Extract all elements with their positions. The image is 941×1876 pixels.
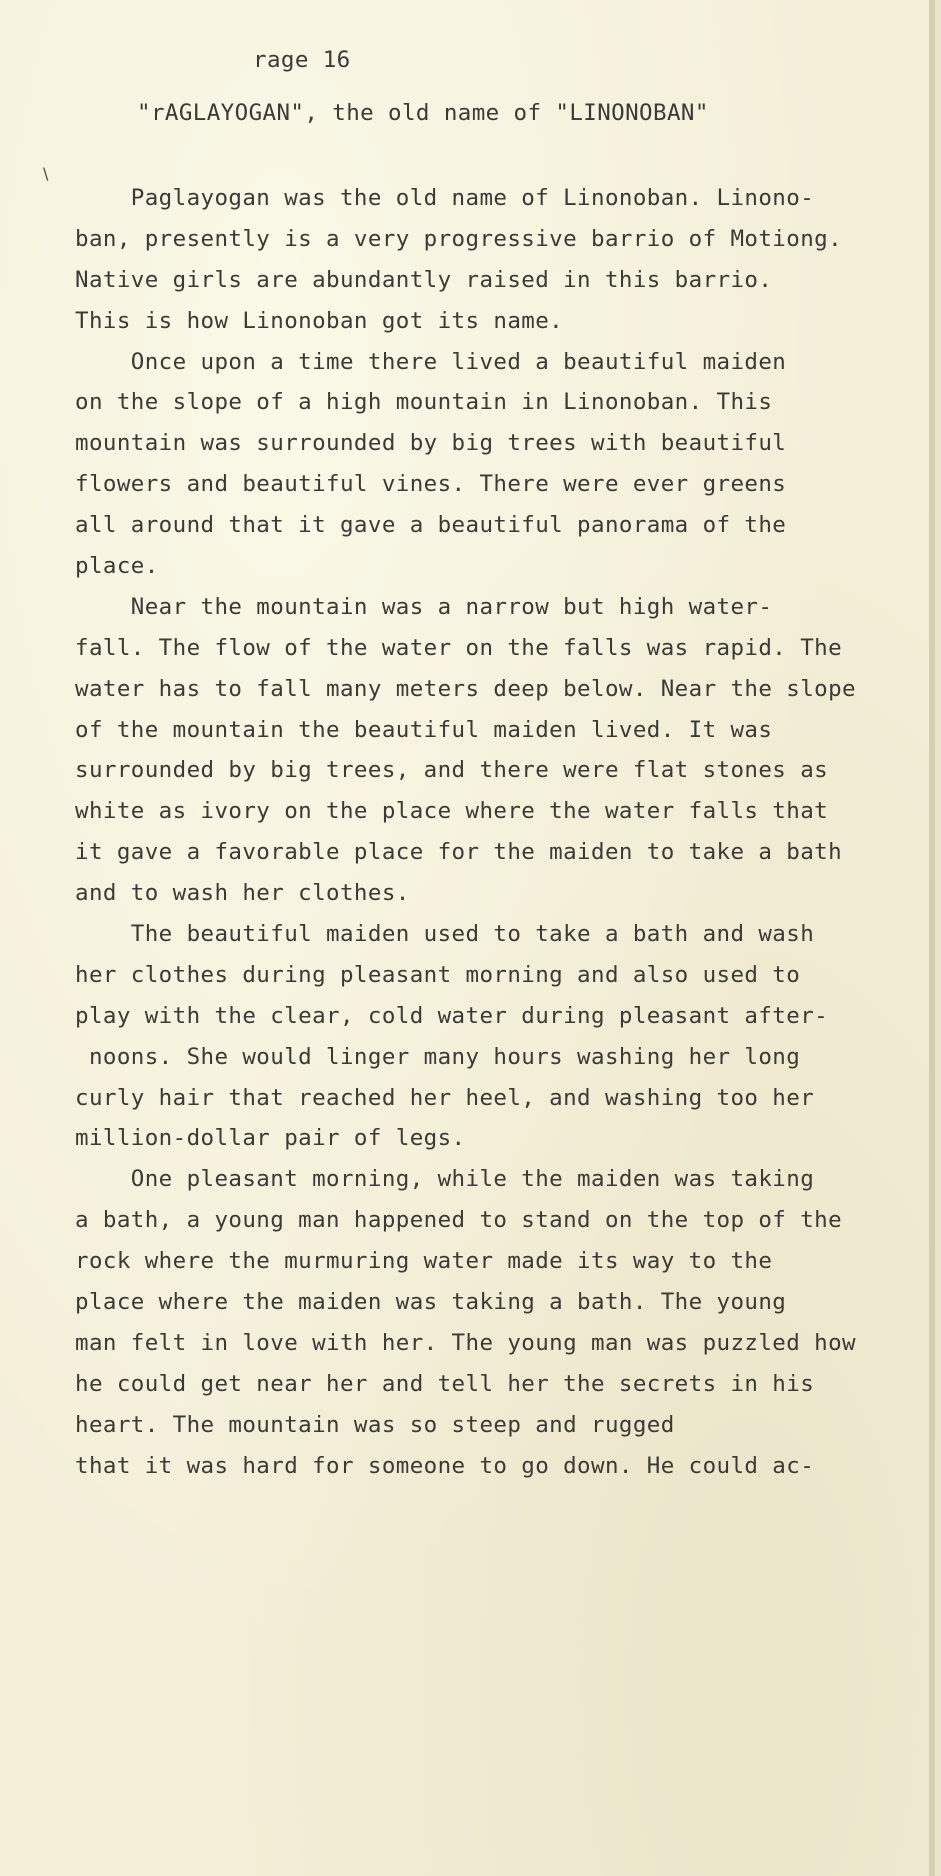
text-line: he could get near her and tell her the secrets in his bbox=[75, 1370, 815, 1397]
text-line: surrounded by big trees, and there were flat stones as bbox=[75, 757, 829, 784]
text-line: Near the mountain was a narrow but high water- bbox=[75, 593, 773, 620]
text-line: fall. The flow of the water on the falls was rapid. The bbox=[75, 634, 843, 661]
page-title: "rAGLAYOGAN", the old name of "LINONOBAN" bbox=[137, 100, 709, 126]
text-line: mountain was surrounded by big trees with beautiful bbox=[75, 430, 787, 457]
text-line: it gave a favorable place for the maiden to take a bath bbox=[75, 839, 843, 866]
page-number: rage 16 bbox=[253, 47, 351, 73]
text-line: The beautiful maiden used to take a bath and wash bbox=[75, 921, 815, 948]
margin-mark: \ bbox=[43, 164, 49, 183]
text-line: curly hair that reached her heel, and washing too her bbox=[75, 1084, 815, 1111]
text-line: place. bbox=[75, 553, 159, 580]
text-line: of the mountain the beautiful maiden lived. It was bbox=[75, 716, 773, 743]
text-line: place where the maiden was taking a bath. The young bbox=[75, 1289, 787, 1316]
text-line: Paglayogan was the old name of Linonoban. Linono- bbox=[75, 185, 815, 211]
text-line: One pleasant morning, while the maiden was taking bbox=[75, 1166, 815, 1193]
text-line: all around that it gave a beautiful panorama of the bbox=[75, 512, 787, 539]
text-line: This is how Linonoban got its name. bbox=[75, 307, 564, 334]
text-line: Once upon a time there lived a beautiful maiden bbox=[75, 348, 787, 375]
text-line: flowers and beautiful vines. There were ever greens bbox=[75, 471, 787, 498]
text-line: white as ivory on the place where the water falls that bbox=[75, 798, 829, 825]
text-line: her clothes during pleasant morning and also used to bbox=[75, 961, 801, 988]
text-line: noons. She would linger many hours washing her long bbox=[75, 1043, 801, 1070]
text-line: million-dollar pair of legs. bbox=[75, 1125, 466, 1152]
text-line: that it was hard for someone to go down. He could ac- bbox=[75, 1452, 815, 1479]
text-line: on the slope of a high mountain in Linonoban. This bbox=[75, 389, 773, 416]
text-line: ban, presently is a very progressive barrio of Motiong. bbox=[75, 225, 843, 252]
text-line: water has to fall many meters deep below. Near the slope bbox=[75, 675, 856, 702]
story-body bbox=[75, 178, 935, 1487]
text-line: rock where the murmuring water made its way to the bbox=[75, 1248, 773, 1275]
text-line: play with the clear, cold water during pleasant after- bbox=[75, 1002, 829, 1029]
text-line: heart. The mountain was so steep and rugged bbox=[75, 1411, 675, 1438]
text-line: a bath, a young man happened to stand on the top of the bbox=[75, 1207, 843, 1234]
text-line: man felt in love with her. The young man was puzzled how bbox=[75, 1329, 856, 1356]
text-line: and to wash her clothes. bbox=[75, 880, 410, 907]
text-line: Native girls are abundantly raised in this barrio. bbox=[75, 266, 773, 293]
